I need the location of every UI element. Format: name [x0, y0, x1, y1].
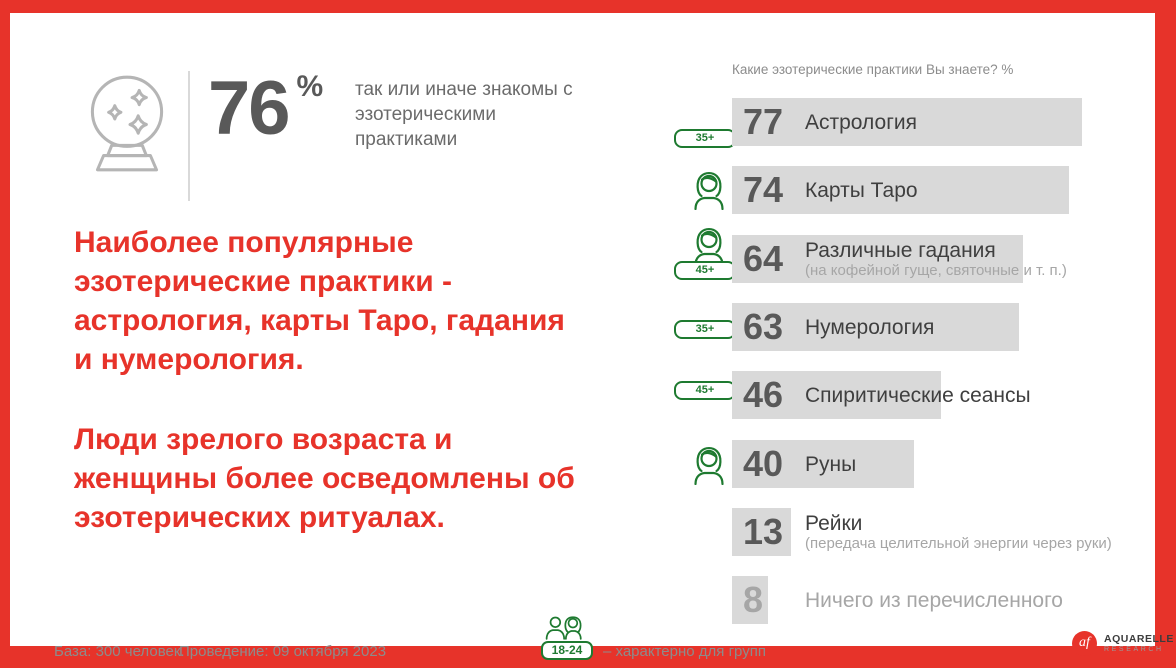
bar-labelbox	[805, 166, 1176, 214]
aquarelle-research-logo	[1072, 630, 1174, 658]
chart-title: Какие эзотерические практики Вы знаете? %	[732, 62, 1014, 77]
stat-number	[208, 67, 323, 167]
percent-sign: %	[296, 70, 324, 103]
woman-icon	[691, 226, 727, 266]
bar-value: 63	[743, 306, 784, 347]
bar-label: Руны	[805, 452, 857, 476]
woman-icon	[691, 170, 727, 210]
bar-label: Нумерология	[805, 315, 935, 339]
stat-value: 76	[208, 66, 289, 151]
bar-value: 46	[743, 374, 784, 415]
bar-value: 77	[743, 101, 784, 142]
chart-row	[665, 303, 1176, 351]
age-badge: 45+	[674, 261, 736, 280]
bar-value: 74	[743, 169, 784, 210]
vertical-divider	[188, 71, 190, 201]
bar-label: Карты Таро	[805, 178, 918, 202]
bar-sublabel: (на кофейной гуще, святочные и т. п.)	[805, 262, 1067, 279]
bar-value: 40	[743, 443, 784, 484]
insight-paragraph-2: Люди зрелого возраста и женщины более осведомлены об эзотерических ритуалах.	[74, 423, 575, 534]
bar-labelbox	[805, 98, 1176, 146]
crystal-ball-icon	[76, 67, 178, 181]
logo-name: AQUARELLE	[1104, 633, 1174, 645]
chart-row	[665, 235, 1176, 283]
legend-age-badge: 18-24	[541, 641, 593, 660]
bar-labelbox	[805, 576, 1176, 624]
stat-description: так или иначе знакомы с эзотерическими практиками	[355, 79, 573, 150]
slide-content-panel	[10, 13, 1174, 660]
bar-sublabel: (передача целительной энергии через руки)	[805, 535, 1112, 552]
chart-row	[665, 440, 1176, 488]
bar-label: Различные гадания	[805, 239, 996, 262]
two-people-icon	[544, 614, 586, 641]
chart-row	[665, 371, 1176, 419]
woman-icon	[691, 445, 727, 485]
bar-labelbox	[805, 303, 1176, 351]
bar-labelbox	[805, 440, 1176, 488]
chart-row	[665, 166, 1176, 214]
chart-row	[665, 98, 1176, 146]
bar-label: Рейки	[805, 512, 863, 535]
logo-subname: RESEARCH	[1104, 646, 1164, 653]
bar-label: Ничего из перечисленного	[805, 588, 1063, 612]
bar-labelbox	[805, 371, 1176, 419]
legend-note: – характерно для групп	[603, 643, 766, 660]
insight-text	[74, 223, 589, 537]
bar-value: 64	[743, 238, 784, 279]
logo-monogram: af	[1072, 631, 1097, 656]
bar-value: 8	[743, 579, 764, 620]
bar-value: 13	[743, 511, 784, 552]
chart-row	[665, 508, 1176, 556]
footer-fieldwork-date: Проведение: 09 октября 2023	[179, 643, 387, 660]
insight-paragraph-1: Наиболее популярные эзотерические практики - астрология, карты Таро, гадания и нумерология.	[74, 226, 565, 376]
age-badge: 45+	[674, 381, 736, 400]
age-badge: 35+	[674, 129, 736, 148]
bar-label: Астрология	[805, 110, 917, 134]
bar-labelbox	[805, 508, 1176, 556]
chart-rows	[665, 98, 1176, 658]
bar-label: Спиритические сеансы	[805, 383, 1031, 407]
chart-row	[665, 576, 1176, 624]
age-badge: 35+	[674, 320, 736, 339]
footer-sample-size: База: 300 человек.	[54, 643, 185, 660]
bar-labelbox	[805, 235, 1176, 283]
